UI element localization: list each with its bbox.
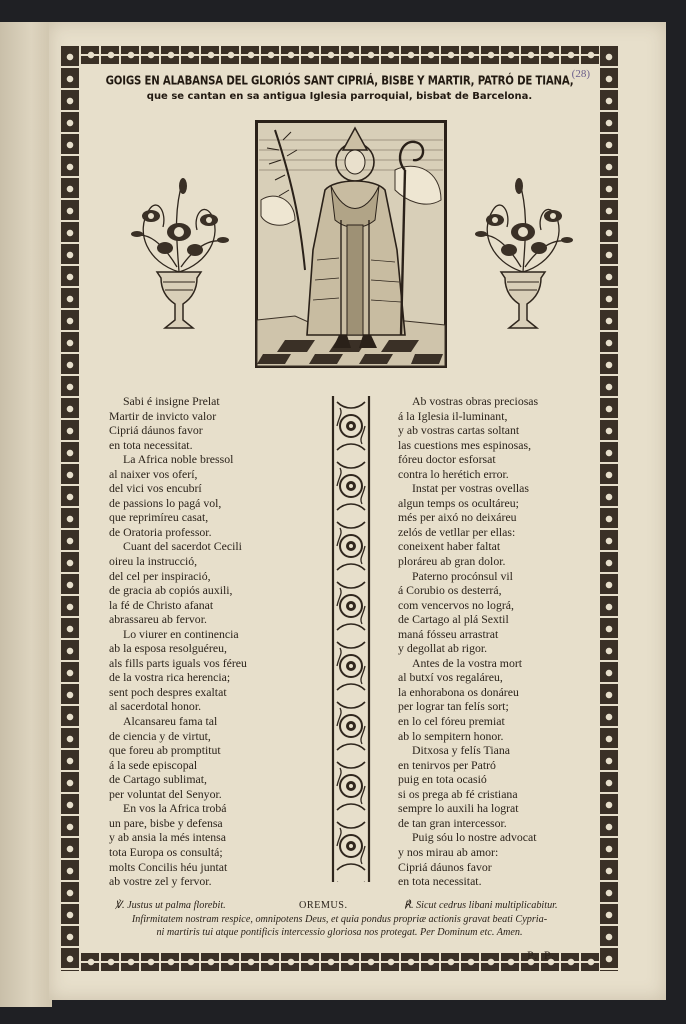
page-content [83,68,596,962]
verse-line: de Oratoria professor. [109,524,212,539]
verse-line: Cuant del sacerdot Cecili [123,539,242,554]
verse-line: en tota necessitat. [398,874,482,889]
verse-line: per lograr tan felís sort; [398,699,509,714]
archive-number: (28) [571,68,590,80]
verse-line: algun temps os ocultáreu; [398,495,519,510]
verse-line: de gracia ab copiós auxili, [109,583,233,598]
verse-line: de la vostra rica herencia; [109,670,231,685]
saint-cyprian-woodcut [255,120,447,368]
verse-line: ab vostre zel y fervor. [109,874,212,889]
flower-vase-left-icon [127,172,231,338]
border-top [61,46,618,64]
verse-line: sent poch despres exaltat [109,684,227,699]
verse-line: puig en tota ocasió [398,772,487,787]
verse-line: que reprimíreu casat, [109,510,209,525]
verse-line: als fills parts iguals vos féreu [109,655,247,670]
verse-line: del vici vos encubrí [109,481,202,496]
verse-line: En vos la Africa trobá [123,801,227,816]
ornamental-border [61,46,618,971]
verse-line: en tenirvos per Patró [398,757,496,772]
verse-line: coneixent haber faltat [398,539,501,554]
verse-line: si os prega ab fé cristiana [398,786,518,801]
verse-line: zelós de vetllar per ellas: [398,524,516,539]
verse-line: un pare, bisbe y defensa [109,815,223,830]
verse-line: Alcansareu fama tal [123,714,218,729]
prayer-line-2: ni martiris tui atque pontificis intercessio gloriosa nos protegat. Per Dominum etc. Amen. [156,926,523,938]
oremus-heading: OREMUS. [299,900,348,911]
verse-line: molts Concilis héu juntat [109,859,228,874]
verse-line: en lo cel fóreu premiat [398,714,505,729]
verse-line: á Corubio os desterrá, [398,583,502,598]
verse-line: al sacerdotal honor. [109,699,202,714]
verse-line: contra lo herétich error. [398,466,509,481]
verse-line: las cuestions mes espinosas, [398,437,532,452]
verse-line: La Africa noble bressol [123,452,234,467]
verse-line: Sabi é insigne Prelat [123,394,220,408]
prayer-line-1: Infirmitatem nostram respice, omnipotens Deus, et quia pondus propriæ actionis gravat beati Cypria- [131,914,548,925]
page-subtitle: que se cantan en sa antigua Iglesia parroquial, bisbat de Barcelona. [146,91,533,102]
verse-line: y nos mirau ab amor: [398,844,499,859]
verse-line: Cipriá dáunos favor [109,423,203,438]
verse-line: abrassareu ab fervor. [109,612,207,627]
verse-line: oireu la instrucció, [109,554,198,569]
verse-line: en tota necessitat. [109,437,193,452]
verse-line: Lo viurer en continencia [123,626,239,641]
verse-line: ploráreu ab gran dolor. [398,554,506,569]
verse-line: de tan gran intercessor. [398,815,507,830]
verse-line: Antes de la vostra mort [412,655,523,670]
verses-right-column [398,394,608,889]
verse-line: tota Europa os consultá; [109,844,223,859]
verse-line: sempre lo auxili ha lograt [398,801,519,816]
verse-line: al butxí vos regaláreu, [398,670,503,685]
verse-line: y ab vostras cartas soltant [398,423,520,438]
verse-line: ab lo sempitern honor. [398,728,504,743]
verse-line: del cel per inspiració, [109,568,211,583]
verse-line: fóreu doctor esforsat [398,452,496,467]
page-title: GOIGS EN ALABANSA DEL GLORIÓS SANT CIPRIÁ, BISBE Y MARTIR, PATRÓ DE TIANA, [105,74,574,89]
flower-vase-right-icon [471,172,575,338]
verse-line: de passions lo pagá vol, [109,495,222,510]
verse-line: maná fósseu arrastrat [398,626,499,641]
verse-line: Cipriá dáunos favor [398,859,492,874]
verse-line: com vencervos no lográ, [398,597,514,612]
ornamental-divider-icon [329,396,373,882]
verse-line: de ciencia y de virtut, [109,728,211,743]
verses-left-column [109,394,309,889]
verse-line: y degollat ab rigor. [398,641,488,656]
verse-line: á la Iglesia il-luminant, [398,408,508,423]
response: ℟. Sicut cedrus libani multiplicabitur. [404,900,558,911]
verse-line: de Cartago al plá Sextil [398,612,509,627]
border-left [61,46,79,971]
verse-line: Puig sóu lo nostre advocat [412,830,537,845]
versicle: ℣. Justus ut palma florebit. [115,900,226,911]
verse-line: la fé de Christo afanat [109,597,214,612]
verse-line: Martir de invicto valor [109,408,217,423]
verse-line: Ab vostras obras preciosas [412,394,539,408]
verse-line: més per aixó no deixáreu [398,510,517,525]
verse-line: ab la esposa resolguéreu, [109,641,227,656]
verse-line: al naixer vos oferí, [109,466,198,481]
verse-line: Paterno procónsul vil [412,568,513,583]
verse-line: á la sede episcopal [109,757,198,772]
verse-line: Ditxosa y felís Tiana [412,743,510,758]
verse-line: per voluntat del Senyor. [109,786,222,801]
signature-initials: P. P. [527,950,556,962]
verse-line: y ab ansia la més intensa [109,830,226,845]
prayer-footer [87,900,592,939]
verse-line: la enhorabona os donáreu [398,684,519,699]
broadside-page [49,22,666,1000]
verse-line: Instat per vostras ovellas [412,481,529,496]
verse-line: que foreu ab promptitut [109,743,221,758]
facing-page-edge [0,22,52,1007]
verse-line: de Cartago sublimat, [109,772,207,787]
